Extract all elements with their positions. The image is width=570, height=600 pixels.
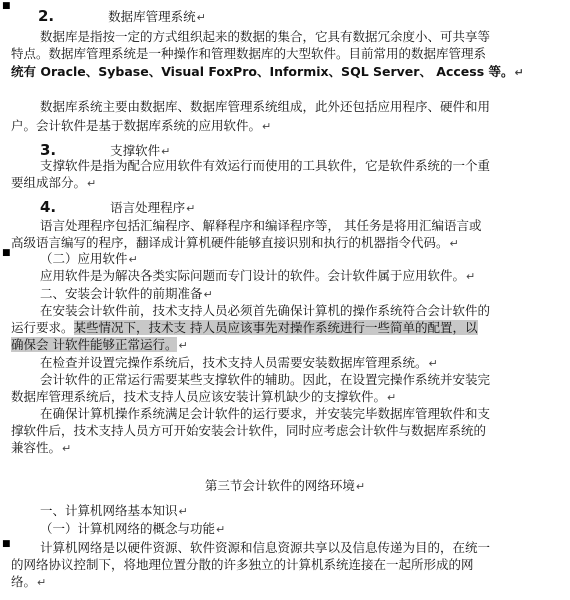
paragraph-line: 数据库系统主要由数据库、数据库管理系统组成，此外还包括应用程序、硬件和用 xyxy=(40,99,491,114)
section-3-heading: 3. 支撑软件↵ xyxy=(40,141,171,159)
section-number: 2. xyxy=(38,7,55,25)
subheading: （一）计算机网络的概念与功能↵ xyxy=(40,521,226,536)
paragraph-line: 的网络协议控制下，将地理位置分散的许多独立的计算机系统连接在一起所形成的网 xyxy=(11,557,474,572)
paragraph-line: 会计软件的正常运行需要某些支撑软件的辅助。因此，在设置完操作系统并安装完 xyxy=(40,372,491,387)
paragraph-line: 撑软件后，技术支持人员方可开始安装会计软件，同时应考虑会计软件与数据库系统的 xyxy=(11,423,487,438)
section-4-heading: 4. 语言处理程序↵ xyxy=(40,198,196,216)
paragraph-line: 数据库是指按一定的方式组织起来的数据的集合，它具有数据冗余度小、可共享等 xyxy=(40,29,491,44)
paragraph-line: 数据库管理系统后，技术支持人员应该安装计算机缺少的支撑软件。↵ xyxy=(11,389,397,404)
paragraph-line: 统有 Oracle、Sybase、Visual FoxPro、Informix、SQL Server、 Access 等。↵ xyxy=(11,64,524,79)
paragraph-line: 络。↵ xyxy=(11,574,47,589)
subheading: 二、安装会计软件的前期准备↵ xyxy=(40,286,213,301)
section-title: 数据库管理系统 xyxy=(108,9,196,24)
paragraph-line: 在安装会计软件前，技术支持人员必须首先确保计算机的操作系统符合会计软件的 xyxy=(40,303,491,318)
section-2-heading: 2. 数据库管理系统↵ xyxy=(38,7,206,25)
subheading: 一、计算机网络基本知识↵ xyxy=(40,503,188,518)
section-number: 4. xyxy=(40,198,57,216)
paragraph-line: 户。会计软件是基于数据库系统的应用软件。↵ xyxy=(11,118,272,133)
paragraph-line: 应用软件是为解决各类实际问题而专门设计的软件。会计软件属于应用软件。↵ xyxy=(40,268,476,283)
paragraph-line: 支撑软件是指为配合应用软件有效运行而使用的工具软件，它是软件系统的一个重 xyxy=(40,158,491,173)
highlighted-text: 某些情况下，技术支 持人员应该事先对操作系统进行一些简单的配置，以 xyxy=(73,320,478,335)
paragraph-line: 在检查并设置完操作系统后，技术支持人员需要安装数据库管理系统。↵ xyxy=(40,355,438,370)
paragraph-line: 确保会 计软件能够正常运行。↵ xyxy=(11,337,188,352)
paragraph-line: 要组成部分。↵ xyxy=(11,175,97,190)
subheading: （二）应用软件↵ xyxy=(40,251,138,266)
paragraph-line: 高级语言编写的程序，翻译成计算机硬件能够直接识别和执行的机器指令代码。↵ xyxy=(11,235,459,250)
paragraph-line: 特点。数据库管理系统是一种操作和管理数据库的大型软件。目前常用的数据库管理系 xyxy=(11,46,487,61)
chapter-section-title: 第三节会计软件的网络环境↵ xyxy=(204,478,366,493)
paragraph-line: 运行要求。某些情况下，技术支 持人员应该事先对操作系统进行一些简单的配置，以 xyxy=(11,320,478,335)
margin-marker: ■ xyxy=(2,248,11,258)
paragraph-line: 计算机网络是以硬件资源、软件资源和信息资源共享以及信息传递为目的，在统一 xyxy=(40,540,491,555)
highlighted-text: 确保会 计软件能够正常运行。 xyxy=(11,337,178,352)
margin-marker: ■ xyxy=(2,539,11,549)
paragraph-line: 兼容性。↵ xyxy=(11,440,72,455)
section-title: 语言处理程序 xyxy=(110,200,186,215)
margin-marker: ■ xyxy=(2,1,11,11)
section-title: 支撑软件 xyxy=(110,143,161,158)
section-number: 3. xyxy=(40,141,57,159)
paragraph-line: 语言处理程序包括汇编程序、解释程序和编译程序等， 其任务是将用汇编语言或 xyxy=(40,218,482,233)
paragraph-line: 在确保计算机操作系统满足会计软件的运行要求，并安装完毕数据库管理软件和支 xyxy=(40,406,491,421)
